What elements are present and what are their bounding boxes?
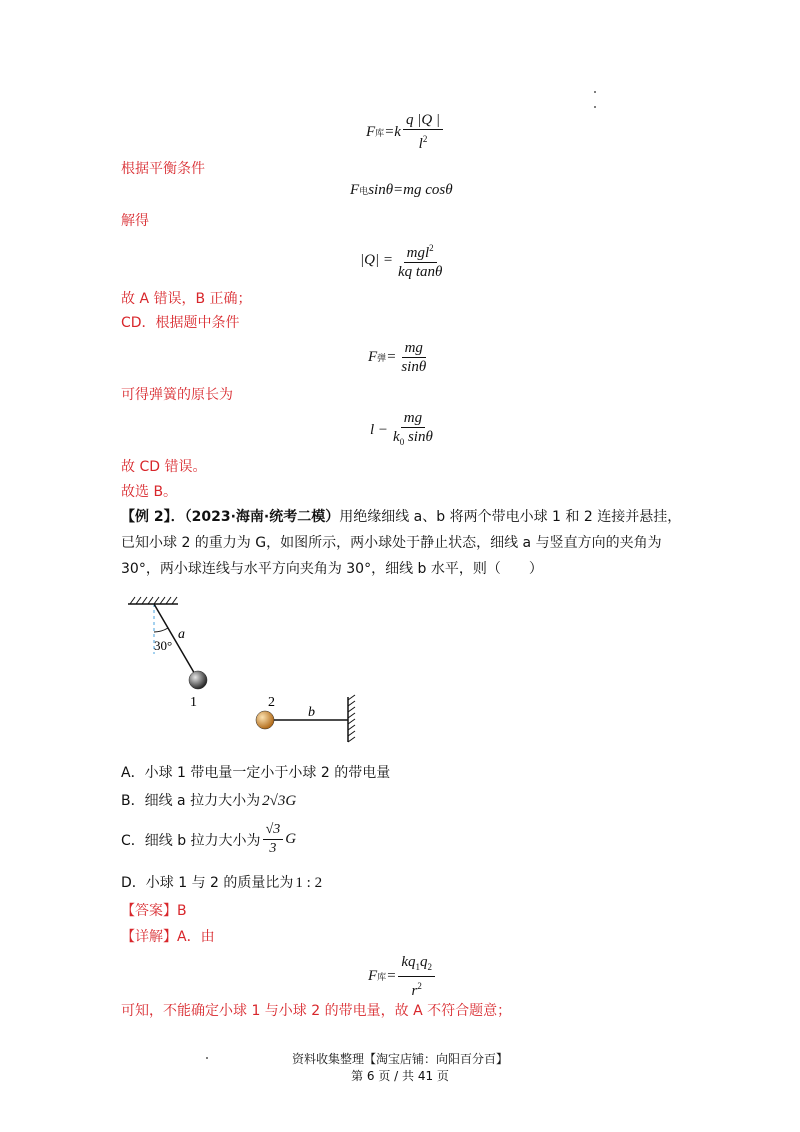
fraction [398,954,435,999]
text-conclusion-a: 可知，不能确定小球 1 与小球 2 的带电量，故 A 不符合题意； [121,1003,512,1019]
fraction-denominator: 3 [269,841,277,856]
num-text: mgl [406,245,430,261]
formula-lhs: l − [370,421,389,438]
num-subscript: 2 [427,962,432,972]
formula-subscript: 弹 [377,353,387,363]
formula-coulomb-law [368,954,437,999]
fraction [398,340,429,375]
option-a: A．小球 1 带电量一定小于小球 2 的带电量 [121,765,391,781]
formula-symbol: F [368,349,378,365]
fraction-denominator [390,428,436,450]
den-text: sinθ [404,429,433,445]
fraction-numerator: √3 [263,822,284,840]
fraction-numerator [404,240,437,263]
fraction-numerator: q |Q | [403,112,443,130]
option-b [121,790,296,812]
wall-hatch [348,695,355,742]
option-d-value: 1 : 2 [295,875,323,891]
text-cd-condition: CD．根据题中条件 [121,315,240,331]
option-c-fraction [263,822,284,857]
fraction-denominator [416,130,431,152]
fraction [390,410,436,450]
num-subscript: 1 [415,962,420,972]
label-angle: 30° [154,638,173,653]
footer-source: 资料收集整理【淘宝店铺：向阳百分百】 [291,1052,508,1066]
num-text: q [419,954,428,970]
formula-spring-force [368,340,431,375]
example-label: 【例 2】．（2023·海南·统考二模） [121,509,340,525]
den-text: k [393,429,400,445]
label-ball-2: 2 [268,695,275,710]
example-line-1-text: 用绝缘细线 a、b 将两个带电小球 1 和 2 连接并悬挂， [339,509,682,525]
speck-dot [594,106,596,108]
answer: 【答案】B [121,903,187,919]
fraction-denominator: sinθ [401,359,427,375]
text-choose-b: 故选 B。 [121,484,178,500]
option-b-text: B．细线 a 拉力大小为 [121,793,261,809]
text-balance-condition: 根据平衡条件 [121,161,205,177]
label-ball-1: 1 [190,695,197,710]
fraction [395,240,445,280]
option-c [121,822,296,857]
formula-symbol: F [350,182,360,198]
fraction-numerator [398,954,435,977]
formula-operator: = [386,349,397,365]
option-b-value: 2√3G [262,793,297,809]
label-b: b [308,705,315,720]
formula-subscript: 电 [359,186,369,196]
fraction-denominator [408,977,424,999]
den-subscript: 0 [399,437,405,447]
text-conclusion-ab: 故 A 错误，B 正确； [121,291,252,307]
example-line-1 [121,506,681,528]
example-line-2: 已知小球 2 的重力为 G，如图所示，两小球处于静止状态，细线 a 与竖直方向的夹角为 [121,535,662,551]
formula-original-length [370,410,438,450]
den-exponent: 2 [417,981,422,991]
ceiling-hatch [130,597,177,604]
option-d-text: D．小球 1 与 2 的质量比为 [121,875,294,891]
formula-subscript: 库 [377,972,387,982]
text-cd-wrong: 故 CD 错误。 [121,459,207,475]
footer-page-number: 第 6 页 / 共 41 页 [351,1069,449,1083]
text-spring-length: 可得弹簧的原长为 [121,387,233,403]
formula-symbol: F [368,968,378,984]
physics-figure [120,594,380,744]
formula-subscript: 库 [375,127,385,138]
fraction-numerator: mg [402,340,426,358]
label-a: a [178,627,185,642]
formula-coulomb-force [366,112,445,152]
formula-operator: =k [384,123,401,140]
formula-charge [360,240,447,280]
num-text: kq [401,954,416,970]
example-line-3: 30°，两小球连线与水平方向夹角为 30°，细线 b 水平，则（ ） [121,561,543,577]
angle-arc [154,628,168,632]
fraction-denominator: kq tanθ [397,264,443,280]
option-d [121,872,322,894]
den-text: l [418,136,423,152]
formula-operator: = [386,968,397,984]
formula-symbol: F [366,123,376,140]
option-c-suffix: G [285,831,297,847]
ball-2 [256,711,274,729]
speck-dot [594,91,596,93]
formula-body: sinθ=mg cosθ [368,182,453,198]
ball-1 [189,671,207,689]
text-solve: 解得 [121,213,149,229]
fraction-numerator: mg [401,410,425,428]
option-c-text: C．细线 b 拉力大小为 [121,832,261,849]
formula-balance [350,182,453,199]
fraction [403,112,443,152]
den-text: r [411,983,418,999]
den-exponent: 2 [422,134,428,144]
num-exponent: 2 [429,243,434,253]
formula-lhs: |Q| = [360,251,393,268]
detail-intro: 【详解】A．由 [121,929,215,945]
